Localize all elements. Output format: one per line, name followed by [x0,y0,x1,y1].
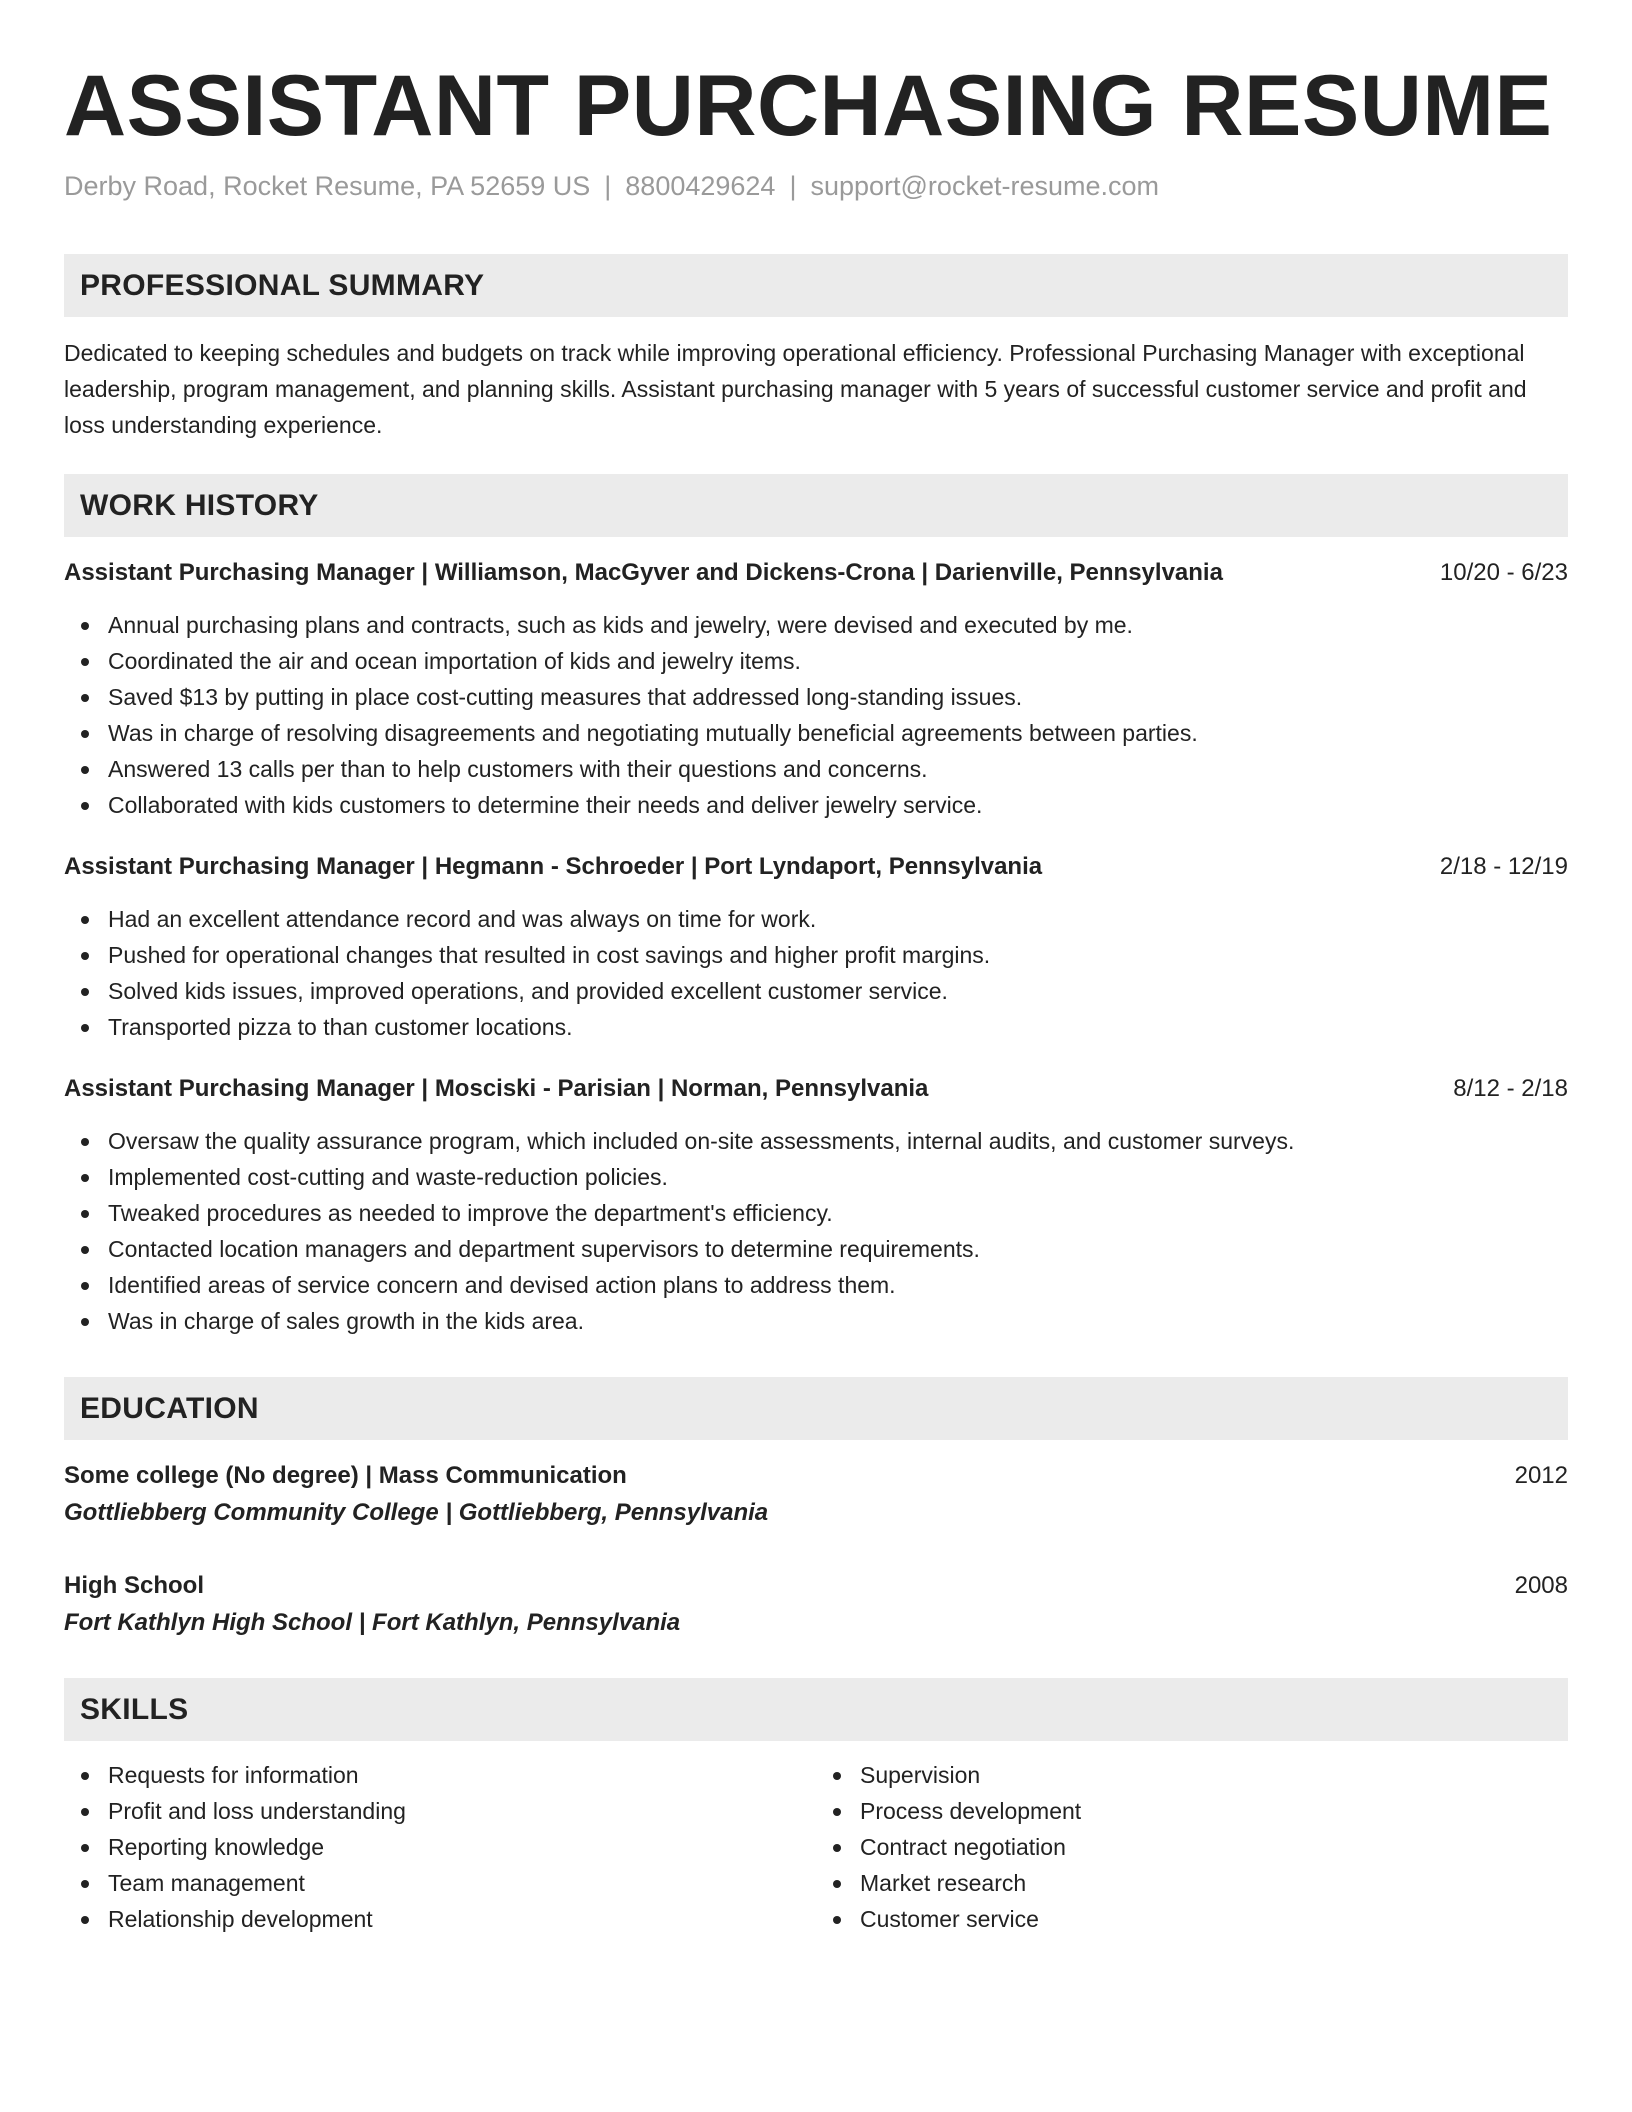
job-entry [64,555,1568,823]
job-bullet: Saved $13 by putting in place cost-cutting measures that addressed long-standing issues. [64,679,1568,715]
job-bullet: Implemented cost-cutting and waste-reduction policies. [64,1159,1568,1195]
skills-list-left [64,1757,816,1937]
skill-item: Relationship development [64,1901,816,1937]
summary-text: Dedicated to keeping schedules and budgets on track while improving operational efficiency. Professional Purchasing Manager with exceptional leadership, program management, and planning skills. Assistant purchasing manager with 5 years of successful customer service and profit and loss understanding experience. [64,340,1527,438]
job-bullet: Oversaw the quality assurance program, which included on-site assessments, internal audits, and customer surveys. [64,1123,1568,1159]
education-school: Fort Kathlyn High School | Fort Kathlyn, Pennsylvania [64,1609,681,1636]
skill-item: Team management [64,1865,816,1901]
job-title: Assistant Purchasing Manager | Hegmann - Schroeder | Port Lyndaport, Pennsylvania [64,853,1043,880]
job-header [64,849,1568,885]
work-history-heading: WORK HISTORY [64,474,1568,537]
education-header [64,1568,1568,1604]
job-bullet: Annual purchasing plans and contracts, such as kids and jewelry, were devised and executed by me. [64,607,1568,643]
job-bullets [64,607,1568,823]
education-degree: High School [64,1572,204,1599]
job-bullet: Contacted location managers and department supervisors to determine requirements. [64,1231,1568,1267]
skills-list-right [816,1757,1568,1937]
job-entry [64,849,1568,1045]
job-bullets [64,1123,1568,1339]
contact-email: support@rocket-resume.com [810,171,1159,201]
job-bullet: Had an excellent attendance record and was always on time for work. [64,901,1568,937]
skill-item: Requests for information [64,1757,816,1793]
education-heading: EDUCATION [64,1377,1568,1440]
job-bullet: Answered 13 calls per than to help customers with their questions and concerns. [64,751,1568,787]
education-entry [64,1568,1568,1642]
education-year: 2008 [1514,1572,1568,1599]
job-header [64,1071,1568,1107]
education-entry [64,1458,1568,1532]
skills-column-right [816,1757,1568,1937]
job-dates: 2/18 - 12/19 [1439,853,1568,880]
job-bullet: Identified areas of service concern and devised action plans to address them. [64,1267,1568,1303]
job-dates: 8/12 - 2/18 [1453,1075,1568,1102]
skill-item: Supervision [816,1757,1568,1793]
skill-item: Contract negotiation [816,1829,1568,1865]
contact-phone: 8800429624 [625,171,776,201]
skill-item: Reporting knowledge [64,1829,816,1865]
skills-column-left [64,1757,816,1937]
skills-columns [64,1757,1568,1937]
job-bullets [64,901,1568,1045]
job-header [64,555,1568,591]
summary-heading: PROFESSIONAL SUMMARY [64,254,1568,317]
job-bullet: Tweaked procedures as needed to improve the department's efficiency. [64,1195,1568,1231]
job-bullet: Was in charge of resolving disagreements and negotiating mutually beneficial agreements between parties. [64,715,1568,751]
education-year: 2012 [1514,1462,1568,1489]
job-bullet: Was in charge of sales growth in the kids area. [64,1303,1568,1339]
resume-title: ASSISTANT PURCHASING RESUME [64,58,1553,154]
job-entry [64,1071,1568,1339]
skill-item: Customer service [816,1901,1568,1937]
skill-item: Profit and loss understanding [64,1793,816,1829]
contact-address: Derby Road, Rocket Resume, PA 52659 US [64,171,591,201]
education-school: Gottliebberg Community College | Gottliebberg, Pennsylvania [64,1499,769,1526]
education-degree: Some college (No degree) | Mass Communication [64,1462,627,1489]
skills-heading: SKILLS [64,1678,1568,1741]
job-title: Assistant Purchasing Manager | Mosciski - Parisian | Norman, Pennsylvania [64,1075,929,1102]
skill-item: Process development [816,1793,1568,1829]
education-header [64,1458,1568,1494]
job-bullet: Solved kids issues, improved operations, and provided excellent customer service. [64,973,1568,1009]
job-bullet: Coordinated the air and ocean importation of kids and jewelry items. [64,643,1568,679]
job-dates: 10/20 - 6/23 [1439,559,1568,586]
contact-separator: | [789,171,797,201]
job-bullet: Pushed for operational changes that resulted in cost savings and higher profit margins. [64,937,1568,973]
contact-separator: | [604,171,612,201]
job-title: Assistant Purchasing Manager | Williamson, MacGyver and Dickens-Crona | Darienville, Pennsylvania [64,559,1223,586]
contact-line [64,168,1568,204]
job-bullet: Transported pizza to than customer locations. [64,1009,1568,1045]
job-bullet: Collaborated with kids customers to determine their needs and deliver jewelry service. [64,787,1568,823]
skill-item: Market research [816,1865,1568,1901]
